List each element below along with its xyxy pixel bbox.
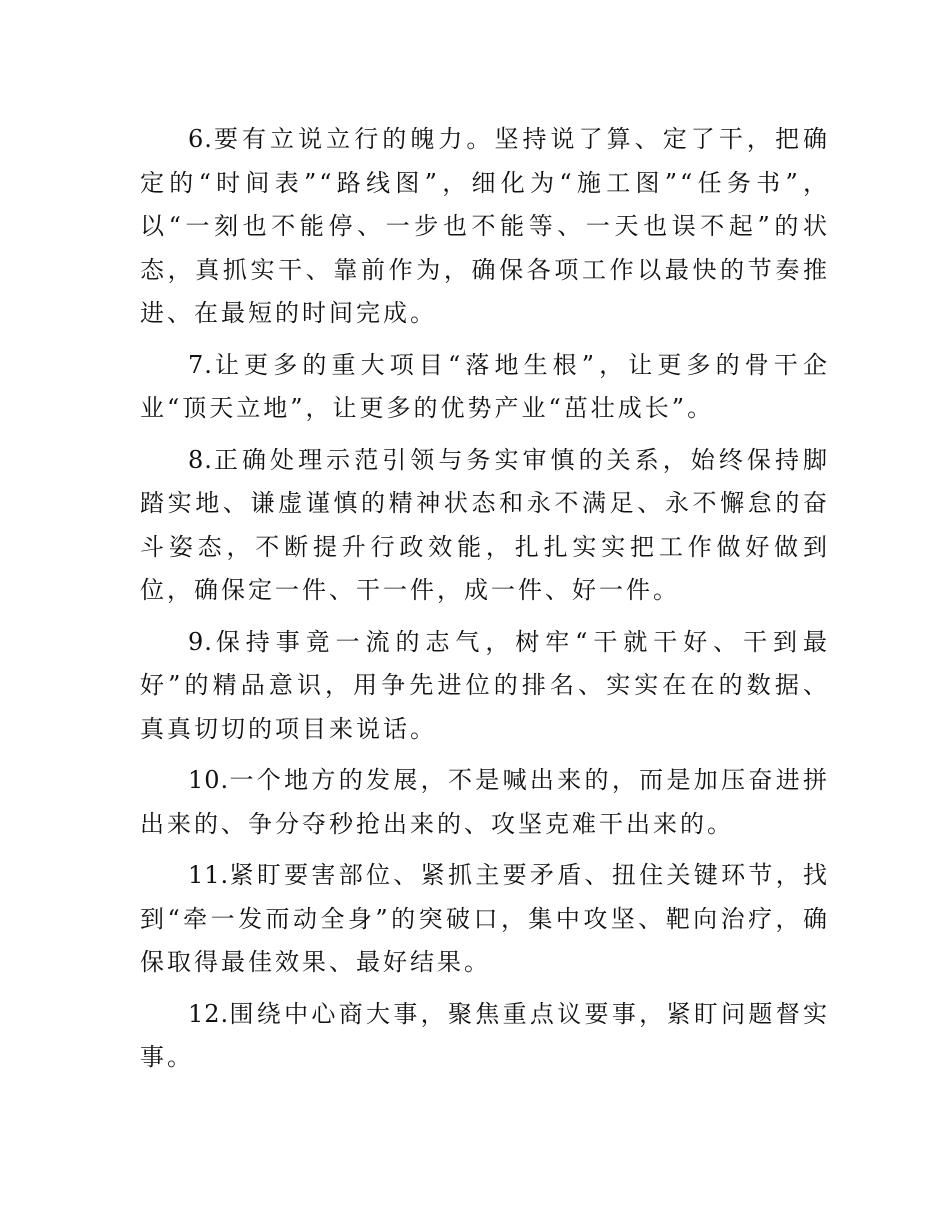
paragraph-8	[140, 439, 830, 613]
paragraph-text: 围绕中心商大事，聚焦重点议要事，紧盯问题督实事。	[140, 999, 830, 1071]
paragraph-12	[140, 993, 830, 1080]
paragraph-text: 紧盯要害部位、紧抓主要矛盾、扭住关键环节，找到“牵一发而动全身”的突破口，集中攻坚、靶向治疗，确保取得最佳效果、最好结果。	[140, 861, 830, 976]
paragraph-7	[140, 344, 830, 431]
paragraph-number: 10.	[188, 766, 230, 794]
paragraph-number: 7.	[188, 350, 213, 379]
paragraph-10	[140, 759, 830, 846]
paragraph-number: 6.	[188, 125, 213, 153]
paragraph-number: 8.	[188, 445, 213, 474]
paragraph-number: 12.	[188, 999, 230, 1028]
paragraph-number: 11.	[188, 861, 230, 889]
paragraph-9	[140, 621, 830, 752]
paragraph-text: 让更多的重大项目“落地生根”，让更多的骨干企业“顶天立地”，让更多的优势产业“茁壮成长”。	[140, 350, 830, 422]
paragraph-number: 9.	[188, 627, 213, 656]
paragraph-text: 保持事竟一流的志气，树牢“干就干好、干到最好”的精品意识，用争先进位的排名、实实在在的数据、真真切切的项目来说话。	[140, 627, 830, 743]
paragraph-text: 正确处理示范引领与务实审慎的关系，始终保持脚踏实地、谦虚谨慎的精神状态和永不满足、永不懈怠的奋斗姿态，不断提升行政效能，扎扎实实把工作做好做到位，确保定一件、干一件，成一件、好一件。	[140, 445, 830, 604]
paragraph-text: 一个地方的发展，不是喊出来的，而是加压奋进拼出来的、争分夺秒抢出来的、攻坚克难干出来的。	[140, 766, 830, 838]
document-body	[140, 118, 830, 1088]
paragraph-11	[140, 854, 830, 985]
paragraph-6	[140, 118, 830, 336]
paragraph-text: 要有立说立行的魄力。坚持说了算、定了干，把确定的“时间表”“路线图”，细化为“施工图”“任务书”，以“一刻也不能停、一步也不能等、一天也误不起”的状态，真抓实干、靠前作为，确保各项工作以最快的节奏推进、在最短的时间完成。	[140, 125, 830, 327]
